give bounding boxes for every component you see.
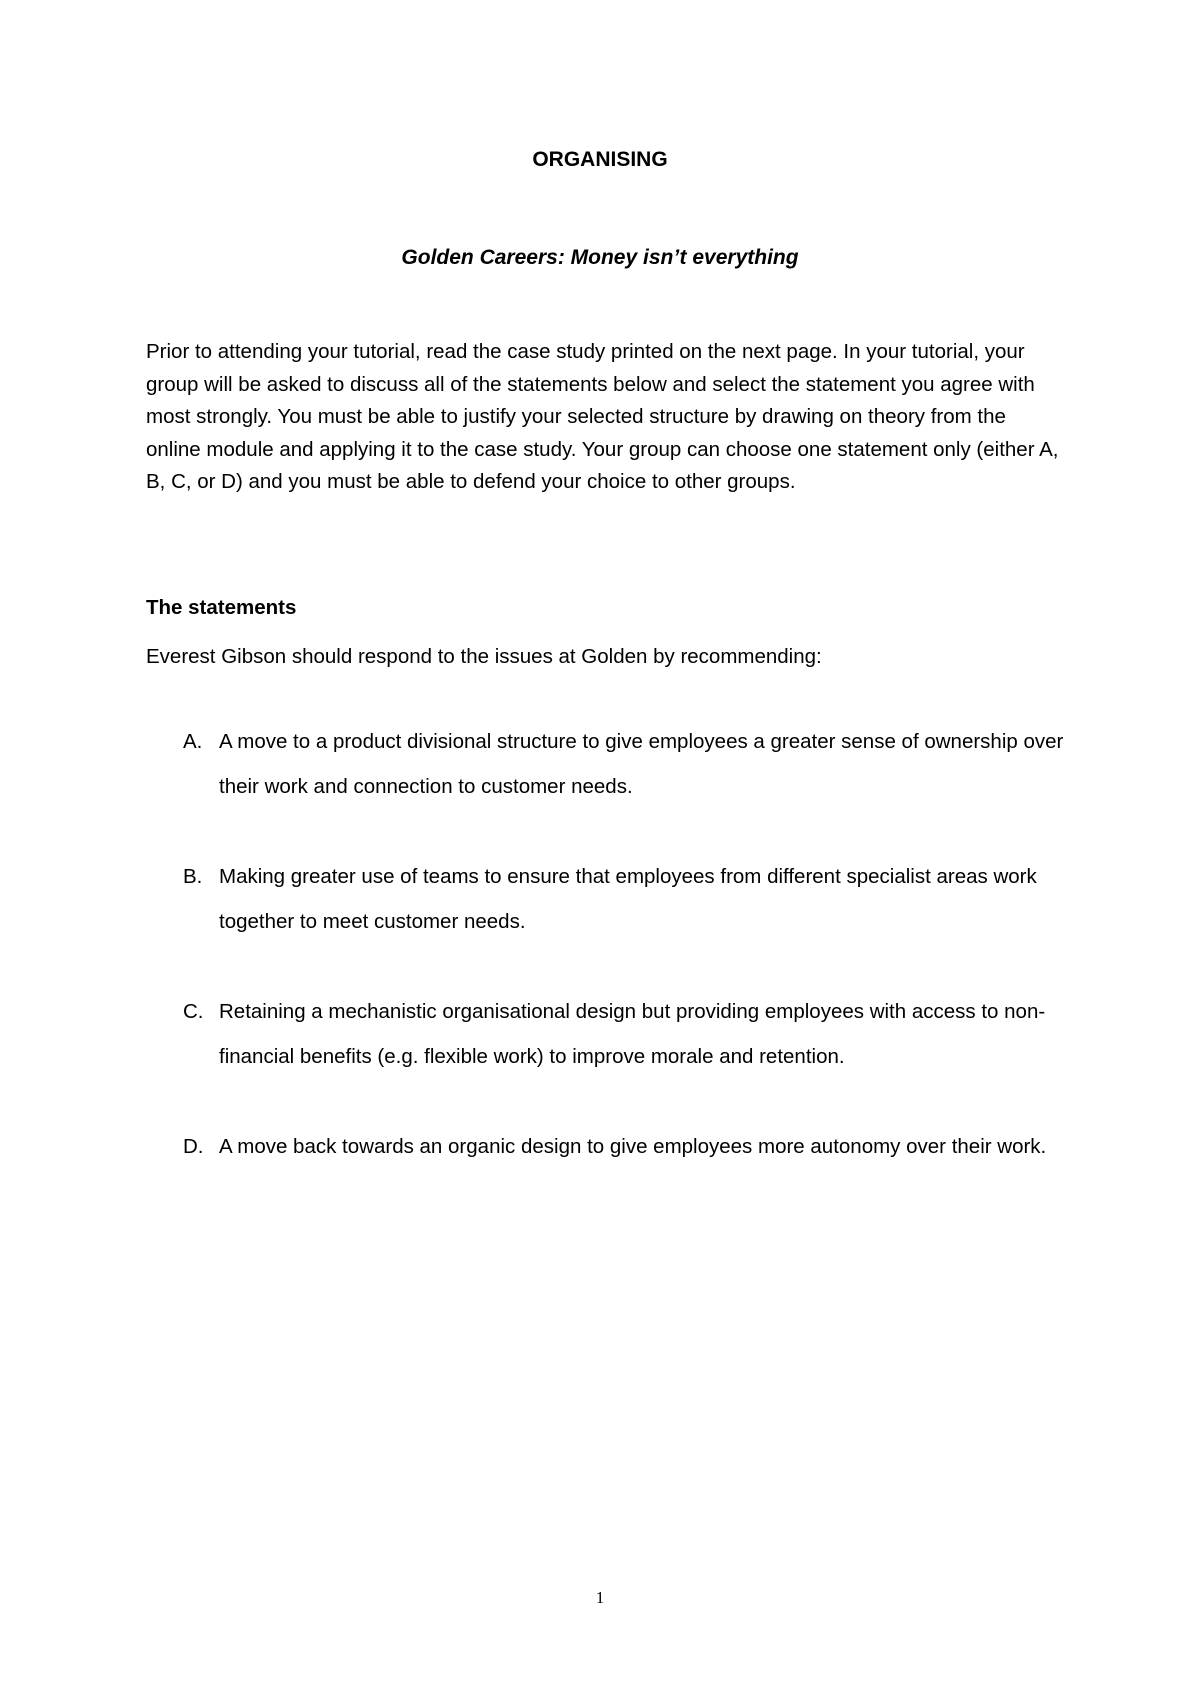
statement-d [146,1124,1076,1169]
statement-letter: D. [183,1135,204,1158]
statements-list [146,719,1076,1214]
document-subtitle: Golden Careers: Money isn’t everything [401,246,799,269]
document-title: ORGANISING [532,148,668,171]
statement-letter: B. [183,865,203,888]
statement-text: Making greater use of teams to ensure that employees from different specialist areas work together to meet customer needs. [219,865,1037,933]
statement-letter: C. [183,1000,204,1023]
statement-letter: A. [183,730,203,753]
statement-a [146,719,1076,809]
page-number: 1 [595,1588,605,1607]
lead-in-sentence: Everest Gibson should respond to the issues at Golden by recommending: [146,645,822,668]
statement-text: Retaining a mechanistic organisational design but providing employees with access to non-financial benefits (e.g. flexible work) to improve morale and retention. [219,1000,1046,1068]
statement-text: A move back towards an organic design to give employees more autonomy over their work. [219,1135,1047,1158]
statement-c [146,989,1076,1079]
intro-paragraph: Prior to attending your tutorial, read the case study printed on the next page. In your tutorial, your group will be asked to discuss all of the statements below and select the statement you agree with most strongly. You must be able to justify your selected structure by drawing on theory from the online module and applying it to the case study. Your group can choose one statement only (either A, B, C, or D) and you must be able to defend your choice to other groups. [146,340,1059,493]
statement-text: A move to a product divisional structure to give employees a greater sense of ownership over their work and connection to customer needs. [219,730,1064,798]
statement-b [146,854,1076,944]
section-heading: The statements [146,596,297,619]
